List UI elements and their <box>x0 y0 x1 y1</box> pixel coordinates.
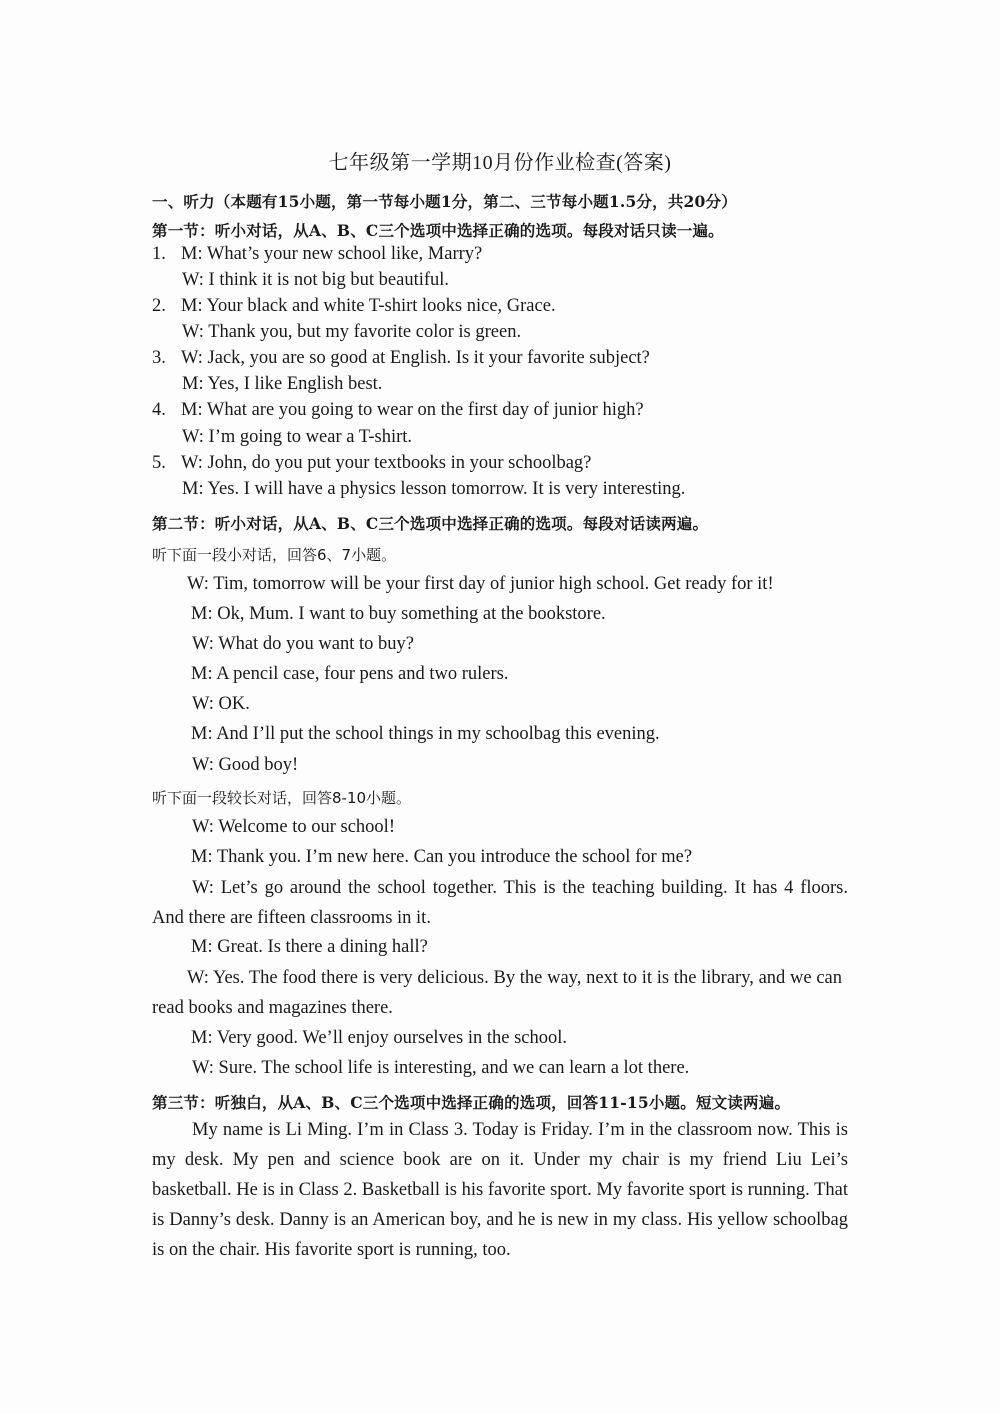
dialog-paragraph: W: Let’s go around the school together. This is the teaching building. It has 4 floors. And there are fifteen classrooms in it. <box>152 878 848 928</box>
dialog2-intro: 听下面一段较长对话，回答8-10小题。 <box>152 789 412 807</box>
item-number: 4. <box>152 400 166 420</box>
dialog-line: M: Ok, Mum. I want to buy something at the bookstore. <box>191 604 606 624</box>
item-number: 1. <box>152 244 166 264</box>
item-number: 2. <box>152 296 166 316</box>
monologue-passage: My name is Li Ming. I’m in Class 3. Today is Friday. I’m in the classroom now. This is my desk. My pen and science book are on it. Under my chair is my friend Liu Lei’s basketball. He is in Class 2. Basketball is his favorite sport. My favorite sport is running. That is Danny’s desk. Danny is an American boy, and he is new in my class. His yellow schoolbag is on the chair. His favorite sport is running, too. <box>152 1120 848 1260</box>
dialog-line: W: Good boy! <box>192 755 299 775</box>
dialog-line: W: Sure. The school life is interesting, and we can learn a lot there. <box>192 1058 690 1078</box>
dialog-line: W: OK. <box>192 694 250 714</box>
section1-heading: 第一节：听小对话，从A、B、C三个选项中选择正确的选项。每段对话只读一遍。 <box>152 221 724 240</box>
dialog-line: M: What’s your new school like, Marry? <box>181 244 483 264</box>
dialog-line: M: Yes, I like English best. <box>182 374 383 394</box>
dialog-line: M: Very good. We’ll enjoy ourselves in the school. <box>191 1028 567 1048</box>
dialog-line: M: Yes. I will have a physics lesson tomorrow. It is very interesting. <box>182 479 686 499</box>
dialog-line: W: Thank you, but my favorite color is green. <box>182 322 522 342</box>
dialog-line: W: I’m going to wear a T-shirt. <box>182 427 413 447</box>
dialog-paragraph: W: Yes. The food there is very delicious. By the way, next to it is the library, and we can read books and magazines there. <box>152 968 842 1018</box>
dialog-line: M: What are you going to wear on the first day of junior high? <box>181 400 644 420</box>
dialog-line: W: Tim, tomorrow will be your first day of junior high school. Get ready for it! <box>187 574 774 594</box>
dialog-line: M: And I’ll put the school things in my schoolbag this evening. <box>191 724 660 744</box>
section3-heading: 第三节：听独白，从A、B、C三个选项中选择正确的选项，回答11-15小题。短文读两遍。 <box>152 1093 791 1112</box>
dialog1-intro: 听下面一段小对话，回答6、7小题。 <box>152 546 397 564</box>
dialog-line: M: Great. Is there a dining hall? <box>191 937 428 957</box>
section2-heading: 第二节：听小对话，从A、B、C三个选项中选择正确的选项。每段对话读两遍。 <box>152 514 709 533</box>
dialog-line: M: A pencil case, four pens and two rulers. <box>191 664 509 684</box>
page-title: 七年级第一学期10月份作业检查(答案) <box>328 152 672 174</box>
item-number: 3. <box>152 348 166 368</box>
dialog-line: W: I think it is not big but beautiful. <box>182 270 450 290</box>
dialog-line: M: Thank you. I’m new here. Can you introduce the school for me? <box>191 847 693 867</box>
dialog-line: W: Jack, you are so good at English. Is it your favorite subject? <box>181 348 650 368</box>
dialog-line: W: What do you want to buy? <box>192 634 414 654</box>
item-number: 5. <box>152 453 166 473</box>
part1-heading: 一、听力（本题有15小题，第一节每小题1分，第二、三节每小题1.5分，共20分） <box>152 192 737 211</box>
dialog-line: W: John, do you put your textbooks in your schoolbag? <box>181 453 592 473</box>
dialog-line: M: Your black and white T-shirt looks nice, Grace. <box>181 296 556 316</box>
dialog-line: W: Welcome to our school! <box>192 817 395 837</box>
